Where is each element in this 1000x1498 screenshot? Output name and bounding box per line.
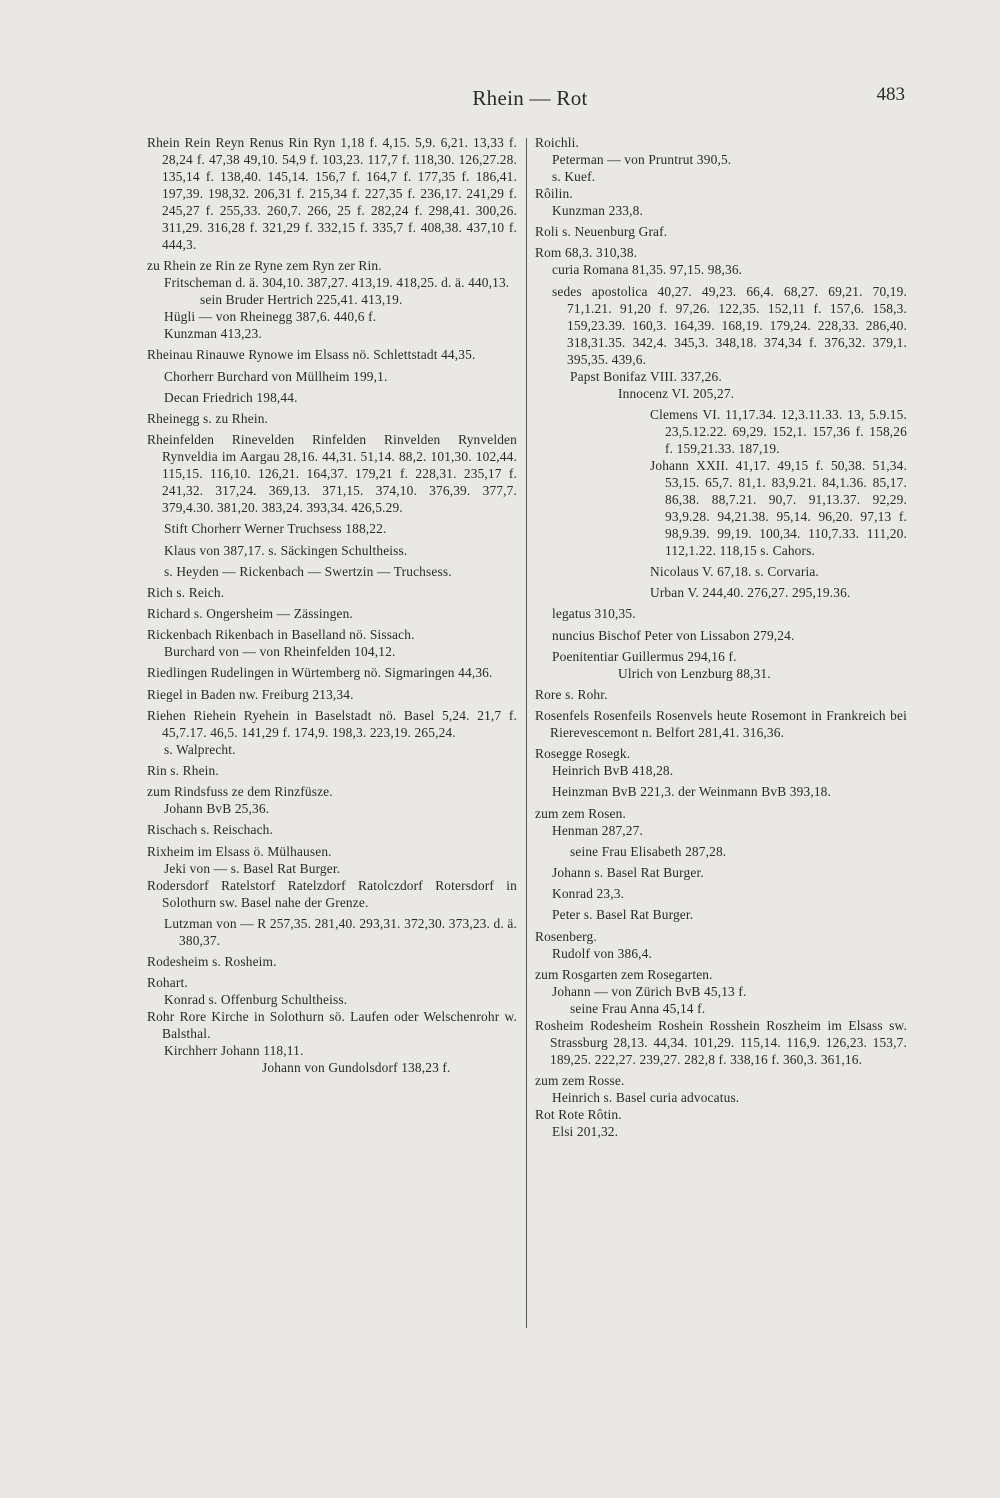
index-entry: Rosenberg. — [535, 928, 597, 944]
index-entry: Rosenfels Rosenfeils Rosenvels heute Rosemont in Frankreich bei Rierevescemont n. Belfort 281,41. 316,36. — [535, 708, 907, 741]
index-entry: Johann XXII. 41,17. 49,15 f. 50,38. 51,34. 53,15. 65,7. 81,1. 83,9.21. 84,1.36. 85,17. 86,38. 88,7.21. 90,7. 91,13.37. 92,29. 93,9.28. 94,21.38. 95,14. 96,20. 97,13 f. 98,9.39. 99,19. 100,34. 110,7.33. 111,20. 112,1.22. 118,15 s. Cahors. — [650, 457, 907, 558]
index-entry: Rodersdorf Ratelstorf Ratelzdorf Ratolczdorf Rotersdorf in Solothurn sw. Basel nahe der Grenze. — [147, 877, 517, 910]
index-entry: Heinzman BvB 221,3. der Weinmann BvB 393,18. — [552, 784, 832, 800]
index-entry: Rôilin. — [535, 186, 573, 201]
index-entry: Rheinau Rinauwe Rynowe im Elsass nö. Schlettstadt 44,35. — [147, 347, 476, 363]
right-column — [535, 134, 907, 1140]
index-entry: Innocenz VI. 205,27. — [618, 385, 735, 401]
index-entry: s. Kuef. — [552, 169, 596, 184]
index-entry: Lutzman von — R 257,35. 281,40. 293,31. 372,30. 373,23. d. ä. 380,37. — [164, 915, 517, 948]
index-entry: Rickenbach Rikenbach in Baselland nö. Sissach. — [147, 627, 415, 643]
index-entry: Roli s. Neuenburg Graf. — [535, 224, 668, 240]
index-entry: zum Rosgarten zem Rosegarten. — [535, 966, 713, 982]
index-entry: Decan Friedrich 198,44. — [164, 389, 298, 405]
index-entry: Rohart. — [147, 975, 188, 991]
index-entry: seine Frau Anna 45,14 f. — [570, 1000, 706, 1016]
index-entry: Rosheim Rodesheim Roshein Rosshein Roszheim im Elsass sw. Strassburg 28,13. 44,34. 101,29. 115,14. 116,9. 126,23. 153,7. 189,25. 222,27. 239,27. 282,8 f. 338,16 f. 360,3. 361,16. — [535, 1017, 907, 1067]
index-entry: Rhein Rein Reyn Renus Rin Ryn 1,18 f. 4,15. 5,9. 6,21. 13,33 f. 28,24 f. 47,38 49,10. 54,9 f. 103,23. 117,7 f. 118,30. 126,27.28. 135,14 f. 138,40. 145,14. 156,7 f. 164,7 f. 177,35 f. 186,41. 197,39. 198,32. 206,31 f. 215,34 f. 227,35 f. 236,17. 241,29 f. 245,27 f. 255,33. 260,7. 266, 25 f. 282,24 f. 298,41. 300,26. 311,29. 316,28 f. 321,29 f. 332,15 f. 335,7 f. 408,38. 437,10 f. 444,3. — [147, 135, 517, 252]
index-entry: Richard s. Ongersheim — Zässingen. — [147, 606, 353, 622]
page-number: 483 — [876, 84, 905, 105]
index-entry: Kunzman 233,8. — [552, 203, 643, 218]
index-entry: Rheinfelden Rinevelden Rinfelden Rinvelden Rynvelden Rynveldia im Aargau 28,16. 44,31. 51,14. 88,2. 101,30. 102,44. 115,15. 116,10. 126,21. 164,37. 179,21 f. 228,31. 235,17 f. 241,32. 317,24. 369,13. 371,15. 374,10. 376,39. 377,7. 379,4.30. 381,20. 383,24. 393,34. 426,5.29. — [147, 432, 517, 516]
index-entry: s. Walprecht. — [164, 741, 236, 757]
index-entry: zum zem Rosse. — [535, 1072, 625, 1088]
index-entry: Elsi 201,32. — [552, 1123, 619, 1139]
index-entry: Nicolaus V. 67,18. s. Corvaria. — [650, 563, 819, 579]
index-entry: Rich s. Reich. — [147, 584, 225, 600]
index-entry: Rot Rote Rôtin. — [535, 1106, 622, 1122]
index-entry: Rodesheim s. Rosheim. — [147, 953, 277, 969]
index-entry: Rischach s. Reischach. — [147, 822, 274, 838]
index-entry: Heinrich BvB 418,28. — [552, 763, 674, 779]
index-entry: Burchard von — von Rheinfelden 104,12. — [164, 644, 396, 660]
running-title: Rhein — Rot — [472, 86, 588, 110]
index-entry: Peter s. Basel Rat Burger. — [552, 907, 694, 923]
index-entry: sein Bruder Hertrich 225,41. 413,19. — [200, 292, 403, 308]
index-entry: zum Rindsfuss ze dem Rinzfüsze. — [147, 784, 333, 800]
index-entry: Riedlingen Rudelingen in Würtemberg nö. Sigmaringen 44,36. — [147, 665, 493, 681]
index-entry: Kunzman 413,23. — [164, 326, 262, 342]
index-entry: Rudolf von 386,4. — [552, 945, 653, 961]
index-entry: Henman 287,27. — [552, 822, 643, 838]
index-entry: Johann s. Basel Rat Burger. — [552, 865, 704, 880]
index-entry: Peterman — von Pruntrut 390,5. — [552, 152, 732, 167]
index-entry: Rore s. Rohr. — [535, 686, 608, 702]
index-entry: Urban V. 244,40. 276,27. 295,19.36. — [650, 585, 851, 601]
index-entry: Clemens VI. 11,17.34. 12,3.11.33. 13, 5.9.15. 23,5.12.22. 69,29. 152,1. 157,36 f. 158,26 f. 159,21.33. 187,19. — [650, 406, 907, 456]
column-divider — [526, 138, 527, 1328]
index-entry: Klaus von 387,17. s. Säckingen Schultheiss. — [164, 542, 408, 558]
index-entry: Konrad s. Offenburg Schultheiss. — [164, 992, 348, 1008]
index-entry: seine Frau Elisabeth 287,28. — [570, 843, 727, 859]
index-entry: Roichli. — [535, 135, 579, 150]
index-entry: Riehen Riehein Ryehein in Baselstadt nö. Basel 5,24. 21,7 f. 45,7.17. 46,5. 141,29 f. 174,9. 198,3. 223,19. 265,24. — [147, 707, 517, 740]
index-entry: Rheinegg s. zu Rhein. — [147, 410, 269, 426]
index-entry: Chorherr Burchard von Müllheim 199,1. — [164, 368, 388, 384]
index-entry: Rosegge Rosegk. — [535, 746, 631, 762]
index-entry: Jeki von — s. Basel Rat Burger. — [164, 860, 341, 876]
index-entry: nuncius Bischof Peter von Lissabon 279,24. — [552, 627, 795, 643]
index-entry: sedes apostolica 40,27. 49,23. 66,4. 68,27. 69,21. 70,19. 71,1.21. 91,20 f. 97,26. 122,35. 152,11 f. 157,6. 158,3. 159,23.39. 160,3. 164,39. 168,19. 179,24. 228,33. 286,40. 318,31.35. 342,4. 345,3. 348,18. 374,34 f. 376,32. 379,1. 395,35. 439,6. — [552, 283, 907, 367]
index-entry: Ulrich von Lenzburg 88,31. — [618, 665, 771, 681]
index-entry: Rohr Rore Kirche in Solothurn sö. Laufen oder Welschenrohr w. Balsthal. — [147, 1009, 517, 1042]
index-entry: zu Rhein ze Rin ze Ryne zem Ryn zer Rin. — [147, 258, 382, 274]
index-entry: Rixheim im Elsass ö. Mülhausen. — [147, 843, 332, 859]
index-entry: Poenitentiar Guillermus 294,16 f. — [552, 648, 737, 664]
index-entry: Rin s. Rhein. — [147, 763, 219, 778]
index-entry: Hügli — von Rheinegg 387,6. 440,6 f. — [164, 309, 377, 325]
index-entry: Riegel in Baden nw. Freiburg 213,34. — [147, 686, 354, 702]
left-column — [147, 134, 517, 1076]
index-entry: Kirchherr Johann 118,11. — [164, 1043, 304, 1059]
index-entry: Konrad 23,3. — [552, 886, 625, 902]
index-entry: Papst Bonifaz VIII. 337,26. — [570, 368, 722, 384]
index-entry: Rom 68,3. 310,38. — [535, 245, 638, 261]
index-entry: legatus 310,35. — [552, 606, 636, 622]
index-entry: Fritscheman d. ä. 304,10. 387,27. 413,19. 418,25. d. ä. 440,13. — [164, 275, 510, 291]
index-entry: Stift Chorherr Werner Truchsess 188,22. — [164, 521, 387, 537]
index-entry: zum zem Rosen. — [535, 805, 626, 821]
index-entry: Heinrich s. Basel curia advocatus. — [552, 1089, 740, 1105]
index-entry: s. Heyden — Rickenbach — Swertzin — Truchsess. — [164, 563, 452, 579]
index-entry: curia Romana 81,35. 97,15. 98,36. — [552, 262, 743, 278]
index-entry: Johann — von Zürich BvB 45,13 f. — [552, 983, 747, 999]
index-entry: Johann BvB 25,36. — [164, 801, 270, 817]
index-entry: Johann von Gundolsdorf 138,23 f. — [262, 1060, 451, 1076]
page-header — [0, 80, 1000, 116]
